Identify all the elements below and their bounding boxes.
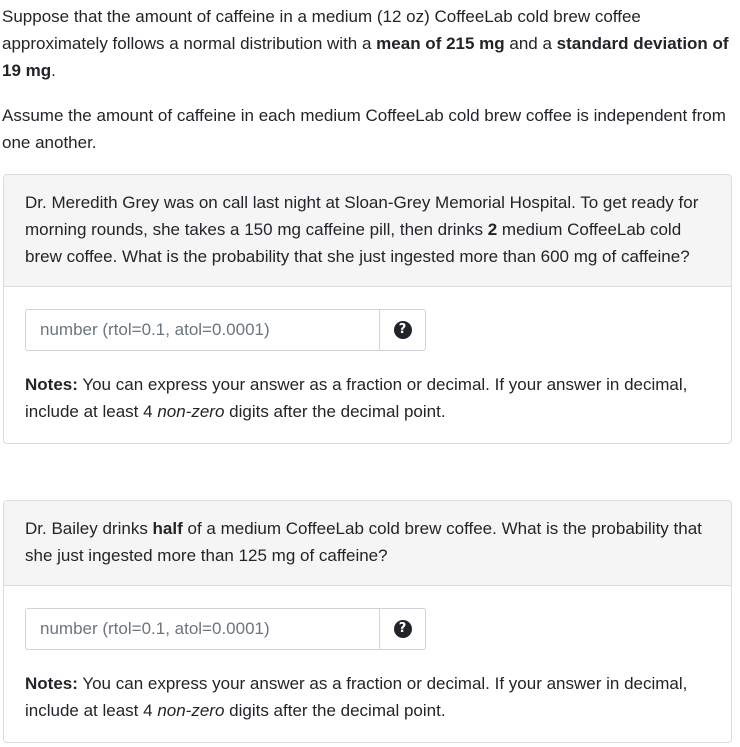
- mean-value: mean of 215 mg: [376, 34, 505, 53]
- question-text: Dr. Meredith Grey was on call last night at Sloan-Grey Memorial Hospital. To get ready for morning rounds, she takes a 150 mg caffeine pill, then drinks: [25, 193, 699, 239]
- question-circle-icon: ?: [394, 321, 412, 339]
- answer-input-1[interactable]: [25, 309, 379, 351]
- help-button-1[interactable]: [379, 309, 426, 351]
- question-card-2: [3, 500, 732, 743]
- notes-emphasis: non-zero: [157, 402, 225, 421]
- question-text: medium CoffeeLab cold brew coffee. What is the probability that she just ingested more than 600 mg of caffeine?: [25, 220, 690, 266]
- notes-emphasis: non-zero: [157, 701, 225, 720]
- question-circle-icon: ?: [394, 620, 412, 638]
- notes-label: Notes:: [25, 674, 78, 693]
- question-text: Dr. Bailey drinks: [25, 519, 153, 538]
- intro-text: and a: [504, 34, 557, 53]
- question-prompt-2: [4, 501, 731, 586]
- answer-input-group-1: [25, 309, 710, 351]
- notes-text: digits after the decimal point.: [224, 402, 446, 421]
- question-text: of a medium CoffeeLab cold brew coffee. What is the probability that she just ingested more than 125 mg of caffeine?: [25, 519, 702, 565]
- intro-text: .: [51, 61, 56, 80]
- answer-input-2[interactable]: [25, 608, 379, 650]
- notes-text: You can express your answer as a fraction or decimal. If your answer in decimal, include at least 4: [25, 674, 688, 720]
- problem-intro: [2, 3, 734, 156]
- answer-area-2: [4, 586, 731, 742]
- question-card-1: [3, 174, 732, 444]
- notes-text: digits after the decimal point.: [224, 701, 446, 720]
- help-button-2[interactable]: [379, 608, 426, 650]
- intro-paragraph-2: Assume the amount of caffeine in each medium CoffeeLab cold brew coffee is independent from one another.: [2, 106, 726, 152]
- question-emphasis: half: [152, 519, 183, 538]
- intro-text: Suppose that the amount of caffeine in a medium (12 oz) CoffeeLab cold brew coffee approximately follows a normal distribution with a: [2, 7, 641, 53]
- question-emphasis: 2: [487, 220, 498, 239]
- standard-deviation-value: standard deviation of 19 mg: [2, 34, 729, 80]
- question-prompt-1: [4, 175, 731, 287]
- answer-notes-1: [25, 371, 710, 425]
- notes-label: Notes:: [25, 375, 78, 394]
- answer-area-1: [4, 287, 731, 443]
- answer-notes-2: [25, 670, 710, 724]
- intro-paragraph-1: [2, 3, 734, 84]
- answer-input-group-2: [25, 608, 710, 650]
- notes-text: You can express your answer as a fraction or decimal. If your answer in decimal, include at least 4: [25, 375, 688, 421]
